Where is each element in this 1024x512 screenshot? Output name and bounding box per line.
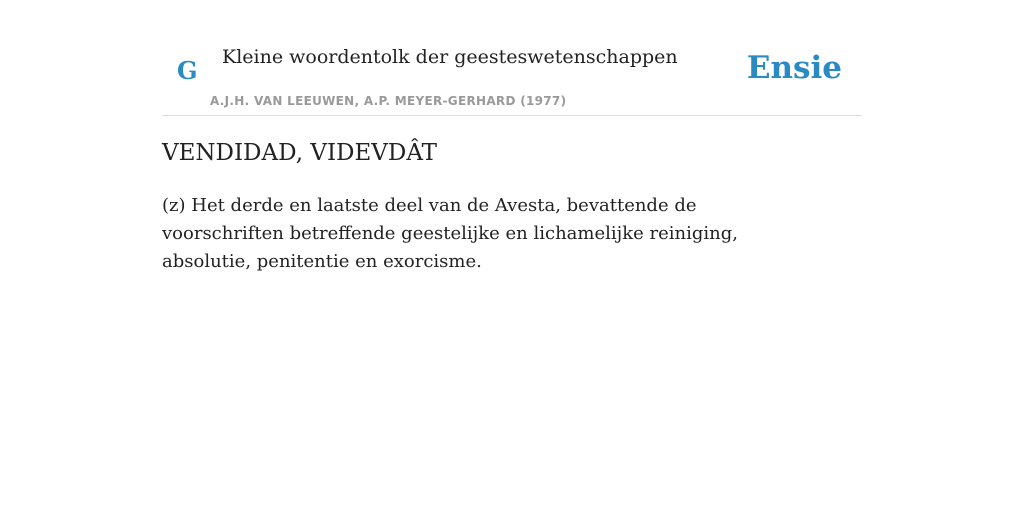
book-header bbox=[162, 0, 862, 116]
entry-body: (z) Het derde en laatste deel van de Avesta, bevattende de voorschriften betreffende geestelijke en lichamelijke reiniging, absolutie, penitentie en exorcisme. bbox=[162, 195, 738, 272]
entry-title: VENDIDAD, VIDEVDÂT bbox=[162, 140, 438, 166]
book-title[interactable]: Kleine woordentolk der geesteswetenschappen bbox=[222, 46, 678, 68]
ensie-logo-link[interactable]: Ensie bbox=[746, 50, 842, 86]
book-authors: A.J.H. VAN LEEUWEN, A.P. MEYER-GERHARD (1977) bbox=[210, 94, 567, 108]
book-letter-icon[interactable]: G bbox=[177, 56, 198, 85]
page-container bbox=[162, 0, 862, 272]
